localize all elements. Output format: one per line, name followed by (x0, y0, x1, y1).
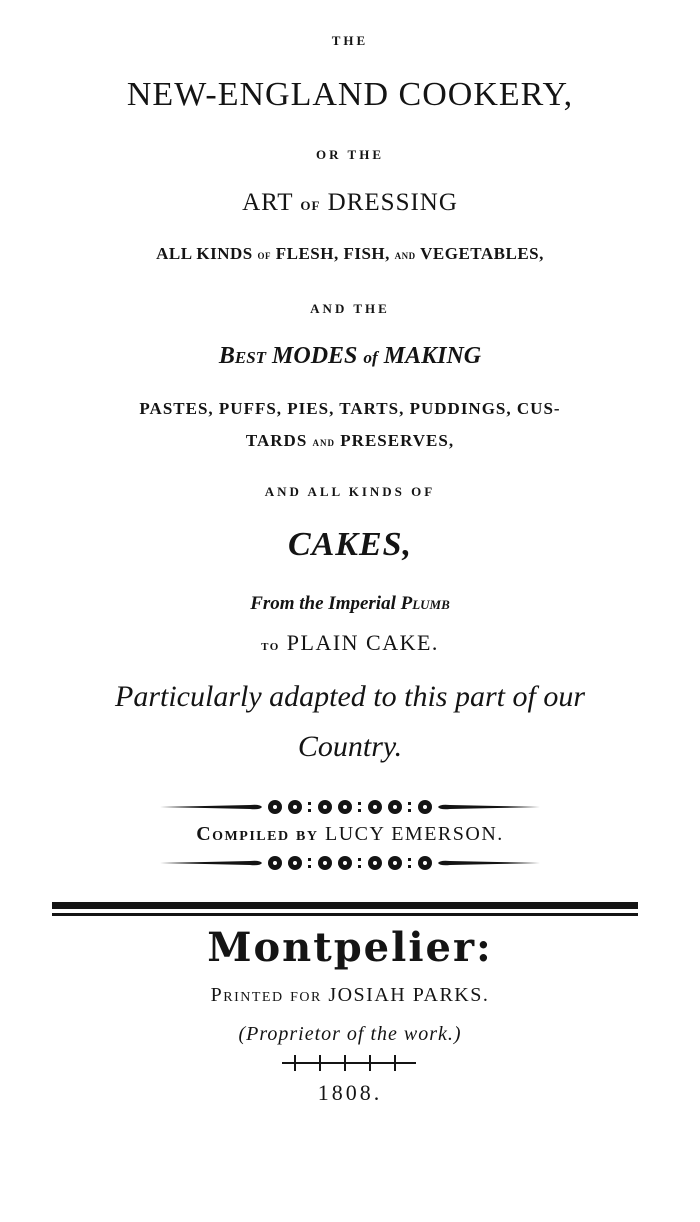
from-imperial-words: From the Imperial (250, 593, 396, 614)
printer-name: JOSIAH PARKS. (328, 984, 490, 1006)
or-the-line: OR THE (316, 147, 384, 162)
place-of-publication: Montpelier: (207, 924, 493, 971)
best-modes-line (0, 344, 700, 368)
pastes-and-word: and (312, 435, 336, 449)
art-of-word: of (300, 194, 321, 214)
compiled-by-line (0, 824, 700, 844)
printed-for-line (0, 985, 700, 1005)
kinds-of-word: of (257, 248, 271, 262)
pastes-line-1: PASTES, PUFFS, PIES, TARTS, PUDDINGS, CUS- (139, 399, 561, 418)
all-kinds-line (0, 245, 700, 262)
cakes-heading: CAKES, (287, 526, 413, 563)
printed-for-words: Printed for (210, 984, 322, 1006)
kinds-and-word: and (394, 248, 416, 262)
modes-word: MODES (272, 343, 358, 369)
proprietor-line: (Proprietor of the work.) (238, 1023, 462, 1045)
publication-year: 1808. (317, 1080, 383, 1105)
best-word: Best (218, 343, 267, 369)
flesh-fish-words: FLESH, FISH, (275, 244, 390, 263)
making-word: MAKING (383, 343, 482, 369)
heading-the: THE (331, 33, 369, 48)
and-the-line: AND THE (310, 301, 390, 316)
vegetables-word: VEGETABLES, (420, 244, 544, 263)
to-plain-cake-line (0, 632, 700, 654)
dressing-word: DRESSING (327, 189, 458, 216)
particularly-line-1: Particularly adapted to this part of our (115, 680, 585, 713)
double-rule-divider (52, 900, 638, 922)
ornament-top-divider (150, 794, 550, 820)
all-kinds-word: ALL KINDS (156, 244, 253, 263)
to-word: to (261, 637, 280, 654)
from-imperial-line (0, 594, 700, 613)
author-name: LUCY EMERSON. (325, 823, 504, 845)
plumb-word: Plumb (400, 593, 450, 614)
best-of-word: of (363, 348, 378, 367)
and-all-kinds-of-line: AND ALL KINDS OF (264, 484, 436, 499)
crosses-ornament (280, 1052, 420, 1074)
book-title: NEW-ENGLAND COOKERY, (126, 76, 574, 113)
pastes-line-2 (0, 432, 700, 449)
preserves-word: PRESERVES, (340, 431, 455, 450)
compiled-by-words: Compiled by (196, 823, 319, 845)
tards-word: TARDS (245, 431, 308, 450)
art-of-dressing-line (0, 190, 700, 215)
particularly-line-2: Country. (297, 730, 403, 763)
ornament-bottom-divider (150, 850, 550, 876)
art-word: ART (242, 189, 294, 216)
plain-cake-words: PLAIN CAKE. (286, 630, 439, 655)
